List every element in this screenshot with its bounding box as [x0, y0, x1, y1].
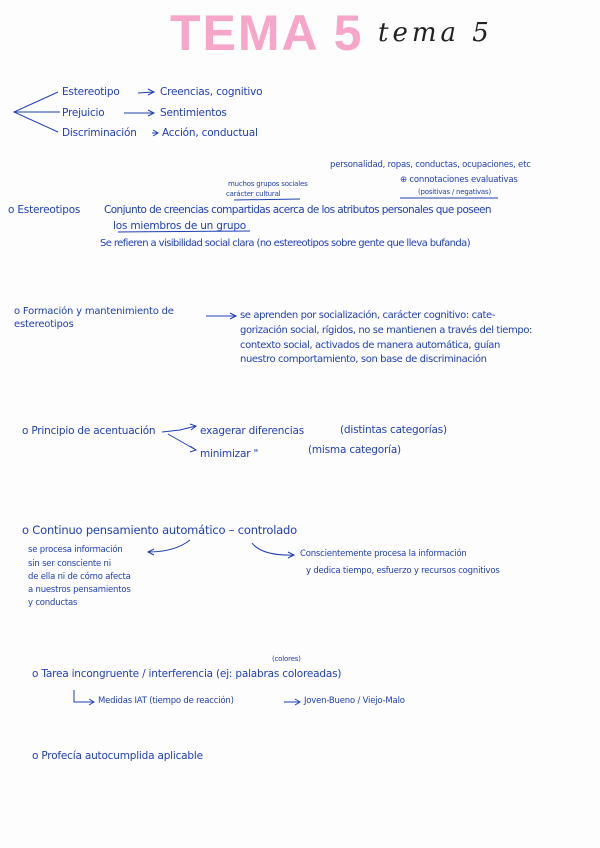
arrow-icon	[138, 89, 154, 95]
section-label: o Principio de acentuación	[22, 425, 156, 437]
title-block-letters: TEMA 5	[170, 5, 364, 61]
text-line: a nuestros pensamientos	[28, 585, 131, 595]
text-line: se aprenden por socialización, carácter cognitivo: cate-	[240, 310, 495, 321]
section-label: o Formación y mantenimiento de estereotipos	[14, 306, 174, 330]
text-line: minimizar "	[200, 448, 259, 460]
note: carácter cultural	[226, 190, 281, 198]
arrow-icon	[252, 543, 294, 558]
text-line: sin ser consciente ni	[28, 559, 111, 569]
intro-result: Sentimientos	[160, 107, 227, 119]
brace-arrows	[14, 92, 60, 132]
note: personalidad, ropas, conductas, ocupaciones, etc	[330, 160, 531, 170]
text-line: se procesa información	[28, 545, 123, 555]
arrow-icon	[284, 699, 300, 705]
intro-term: Discriminación	[62, 127, 137, 139]
arrow-icon	[148, 540, 190, 555]
text-line: los miembros de un grupo	[113, 220, 247, 232]
section-label: o Continuo pensamiento automático – controlado	[22, 523, 297, 537]
intro-result: Creencias, cognitivo	[160, 86, 263, 98]
arrow-icon	[206, 313, 236, 319]
text-line: y dedica tiempo, esfuerzo y recursos cognitivos	[306, 566, 500, 576]
arrow-icon	[74, 690, 94, 705]
arrow-icon	[124, 110, 154, 116]
text-line: y conductas	[28, 598, 78, 608]
brace-lines	[234, 198, 498, 200]
section-label: o Profecía autocumplida aplicable	[32, 750, 203, 762]
text-line: Medidas IAT (tiempo de reacción)	[98, 696, 234, 706]
text-line: Joven-Bueno / Viejo-Malo	[304, 696, 405, 706]
note: (colores)	[272, 655, 301, 663]
section-label: o Tarea incongruente / interferencia (ej: palabras coloreadas)	[32, 668, 342, 680]
title-script: tema 5	[378, 18, 493, 48]
text-line: de ella ni de cómo afecta	[28, 572, 131, 582]
text-line: (misma categoría)	[308, 444, 401, 456]
note: muchos grupos sociales	[228, 180, 308, 188]
text-line: Se refieren a visibilidad social clara (no estereotipos sobre gente que lleva bufanda)	[100, 238, 470, 249]
note: ⊕ connotaciones evaluativas	[400, 175, 518, 185]
arrow-icon	[152, 130, 158, 136]
text-line: exagerar diferencias	[200, 425, 304, 437]
intro-term: Prejuicio	[62, 107, 105, 119]
text-line: Conjunto de creencias compartidas acerca de los atributos personales que poseen	[104, 204, 491, 216]
text-line: Conscientemente procesa la información	[300, 549, 467, 559]
text-line: nuestro comportamiento, son base de discriminación	[240, 354, 487, 365]
note: (positivas / negativas)	[418, 188, 492, 196]
intro-result: Acción, conductual	[162, 127, 258, 139]
text-line: contexto social, activados de manera automática, guían	[240, 340, 500, 351]
arrow-icon	[162, 424, 196, 452]
intro-term: Estereotipo	[62, 86, 120, 98]
text-line: gorización social, rígidos, no se mantienen a través del tiempo:	[240, 325, 533, 336]
text-line: (distintas categorías)	[340, 424, 447, 436]
section-label: o Estereotipos	[8, 204, 81, 216]
